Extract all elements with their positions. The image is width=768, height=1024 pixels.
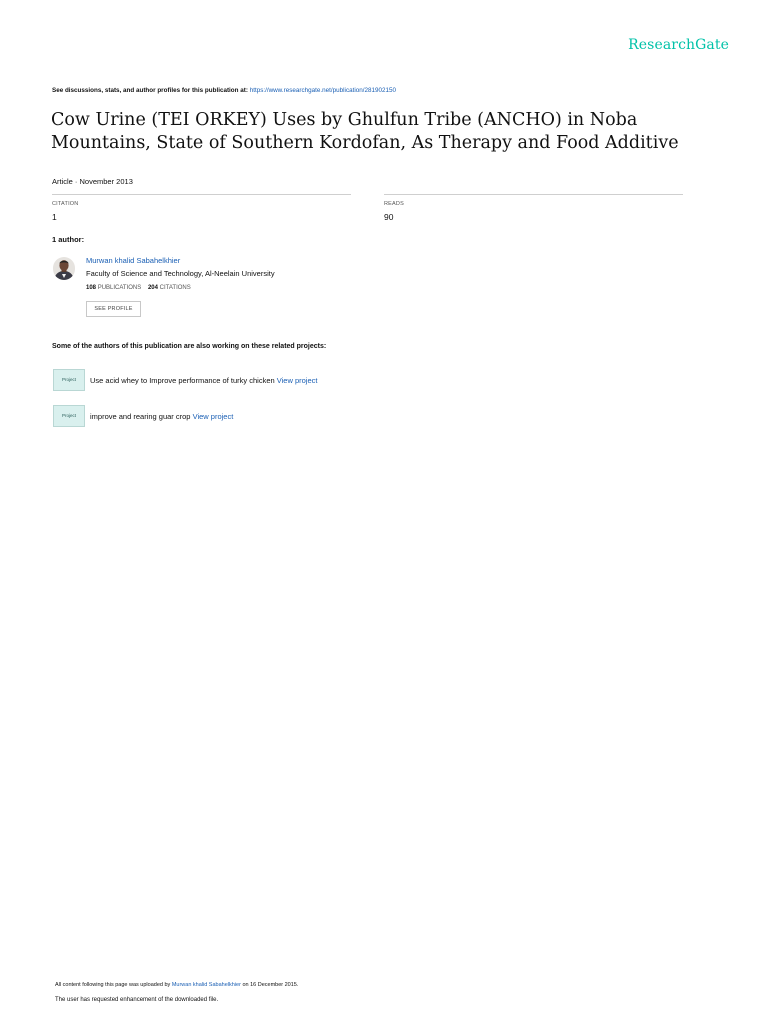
researchgate-logo[interactable]: ResearchGate xyxy=(628,37,729,53)
project-text: Use acid whey to Improve performance of turky chicken xyxy=(90,376,275,385)
publications-count: 108 xyxy=(86,285,97,291)
see-profile-button[interactable]: SEE PROFILE xyxy=(86,301,141,317)
project-icon-label: Project xyxy=(61,413,76,418)
uploader-link[interactable]: Murwan khalid Sabahelkhier xyxy=(171,982,241,988)
citation-value: 1 xyxy=(52,212,57,222)
project-item xyxy=(90,412,233,421)
project-icon-label: Project xyxy=(61,377,76,382)
author-stats xyxy=(86,285,191,291)
header-line xyxy=(52,87,396,94)
citations-label: CITATIONS xyxy=(159,285,191,291)
author-name-link[interactable]: Murwan khalid Sabahelkhier xyxy=(86,256,181,265)
reads-label: READS xyxy=(384,201,404,207)
related-projects-label: Some of the authors of this publication are also working on these related projects: xyxy=(52,343,327,350)
avatar-icon xyxy=(53,257,75,280)
authors-label: 1 author: xyxy=(52,235,85,244)
publication-meta: Article · November 2013 xyxy=(52,177,133,186)
upload-note xyxy=(55,982,298,988)
view-project-link[interactable]: View project xyxy=(276,376,318,385)
author-affiliation: Faculty of Science and Technology, Al-Neelain University xyxy=(86,269,275,278)
publication-title: Cow Urine (TEI ORKEY) Uses by Ghulfun Tribe (ANCHO) in Noba Mountains, State of Southern Kordofan, As Therapy and Food Additive xyxy=(51,110,679,153)
project-item xyxy=(90,376,317,385)
reads-value: 90 xyxy=(384,212,394,222)
publication-url-link[interactable]: https://www.researchgate.net/publication/281902150 xyxy=(249,87,397,94)
upload-prefix: All content following this page was uploaded by xyxy=(55,982,171,988)
project-text: improve and rearing guar crop xyxy=(90,412,191,421)
upload-suffix: on 16 December 2015. xyxy=(242,982,299,988)
author-avatar[interactable] xyxy=(53,257,75,280)
project-icon xyxy=(53,405,85,427)
header-prefix: See discussions, stats, and author profiles for this publication at: xyxy=(52,87,248,94)
reads-divider xyxy=(384,194,683,195)
project-icon xyxy=(53,369,85,391)
enhancement-note: The user has requested enhancement of the downloaded file. xyxy=(55,997,219,1003)
citation-label: CITATION xyxy=(52,201,79,207)
citations-count: 204 xyxy=(147,285,158,291)
publications-label: PUBLICATIONS xyxy=(97,285,142,291)
view-project-link[interactable]: View project xyxy=(192,412,234,421)
citation-divider xyxy=(52,194,351,195)
